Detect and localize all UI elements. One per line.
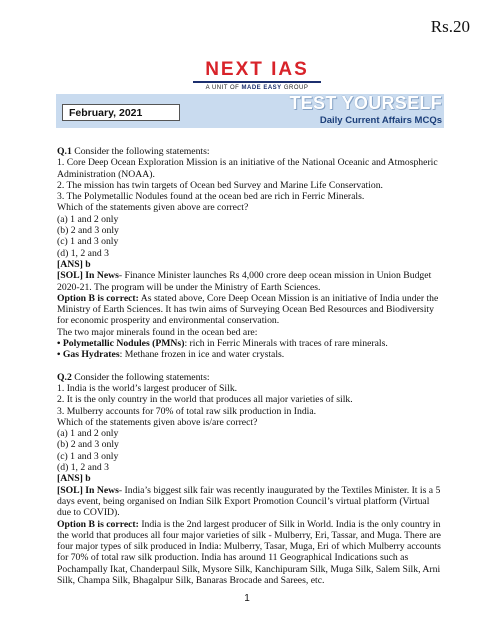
logo-wordmark: NEXT IAS xyxy=(193,60,321,83)
q2-option-c: (c) 1 and 3 only xyxy=(57,450,119,462)
q1-solution: [SOL] In News- Finance Minister launches Rs 4,000 crore deep ocean mission in Union Budget 2020-21. The program will be under the Ministry of Earth Sciences. xyxy=(57,270,432,293)
q1-statement: 3. The Polymetallic Nodules found at the ocean bed are rich in Ferric Minerals. xyxy=(57,191,365,203)
next-ias-logo xyxy=(193,60,321,91)
page-number: 1 xyxy=(244,593,250,604)
q2-option-a: (a) 1 and 2 only xyxy=(57,428,119,440)
q1-option-c: (c) 1 and 3 only xyxy=(57,236,119,248)
q2-solution: [SOL] In News- India’s biggest silk fair was recently inaugurated by the Textiles Minister. It is a 5 days event, being organised on Indian Silk Export Promotion Council’s virtual platform (Virtual due to COVID). xyxy=(57,484,441,519)
header-subtitle: Daily Current Affairs MCQs xyxy=(319,115,442,126)
price-label: Rs.20 xyxy=(430,17,470,36)
q2-option-d: (d) 1, 2 and 3 xyxy=(57,462,109,474)
q1-ask: Which of the statements given above are correct? xyxy=(57,202,249,214)
q2-stem: Q.2 Consider the following statements: xyxy=(57,371,210,383)
q2-ask: Which of the statements given above is/are correct? xyxy=(57,416,258,428)
q2-statement: 2. It is the only country in the world that produces all major varieties of silk. xyxy=(57,394,353,406)
q2-option-b: (b) 2 and 3 only xyxy=(57,439,119,451)
q1-correct-explanation: Option B is correct: As stated above, Core Deep Ocean Mission is an initiative of India under the Ministry of Earth Sciences. It has twin aims of Surveying Ocean Bed Resources and Biodiversity for economic prosperity and environmental conservation. xyxy=(57,292,439,327)
q1-mineral-item: • Gas Hydrates: Methane frozen in ice and water crystals. xyxy=(57,349,285,361)
q1-answer: [ANS] b xyxy=(57,258,91,270)
logo-tagline: A UNIT OF MADE EASY GROUP xyxy=(205,85,309,91)
q1-option-b: (b) 2 and 3 only xyxy=(57,225,119,237)
q1-stem: Q.1 Consider the following statements: xyxy=(57,146,210,157)
q2-correct-explanation: Option B is correct: India is the 2nd largest producer of Silk in World. India is the only country in the world that produces all four major varieties of silk - Mulberry, Eri, Tassar, and Muga. There are four major types of silk produced in India: Mulberry, Tasar, Muga, Eri of which Mulberry accounts for 70% of total raw silk production. India has around 11 Geographical Indications such as Pochampally Ikat, Chanderpaul Silk, Mysore Silk, Kanchipuram Silk, Muga Silk, Salem Silk, Arni Silk, Champa Silk, Bhagalpur Silk, Banaras Brocade and Sarees, etc. xyxy=(57,518,441,586)
q2-answer: [ANS] b xyxy=(57,473,91,485)
q1-statement: 2. The mission has twin targets of Ocean bed Survey and Marine Life Conservation. xyxy=(57,179,383,191)
test-yourself-title: TEST YOURSELF xyxy=(289,93,442,113)
q1-minerals-intro: The two major minerals found in the ocean bed are: xyxy=(57,326,258,338)
q2-statement: 1. India is the world’s largest producer of Silk. xyxy=(57,382,238,394)
date-box: February, 2021 xyxy=(62,104,180,121)
q1-option-d: (d) 1, 2 and 3 xyxy=(57,247,109,259)
q1-mineral-item: • Polymetallic Nodules (PMNs): rich in Ferric Minerals with traces of rare minerals. xyxy=(57,338,388,350)
q1-option-a: (a) 1 and 2 only xyxy=(57,213,119,225)
q2-statement: 3. Mulberry accounts for 70% of total raw silk production in India. xyxy=(57,405,317,417)
question-content xyxy=(57,146,445,586)
q1-statement: 1. Core Deep Ocean Exploration Mission is an initiative of the National Oceanic and Atmospheric Administration (NOAA). xyxy=(57,157,438,180)
